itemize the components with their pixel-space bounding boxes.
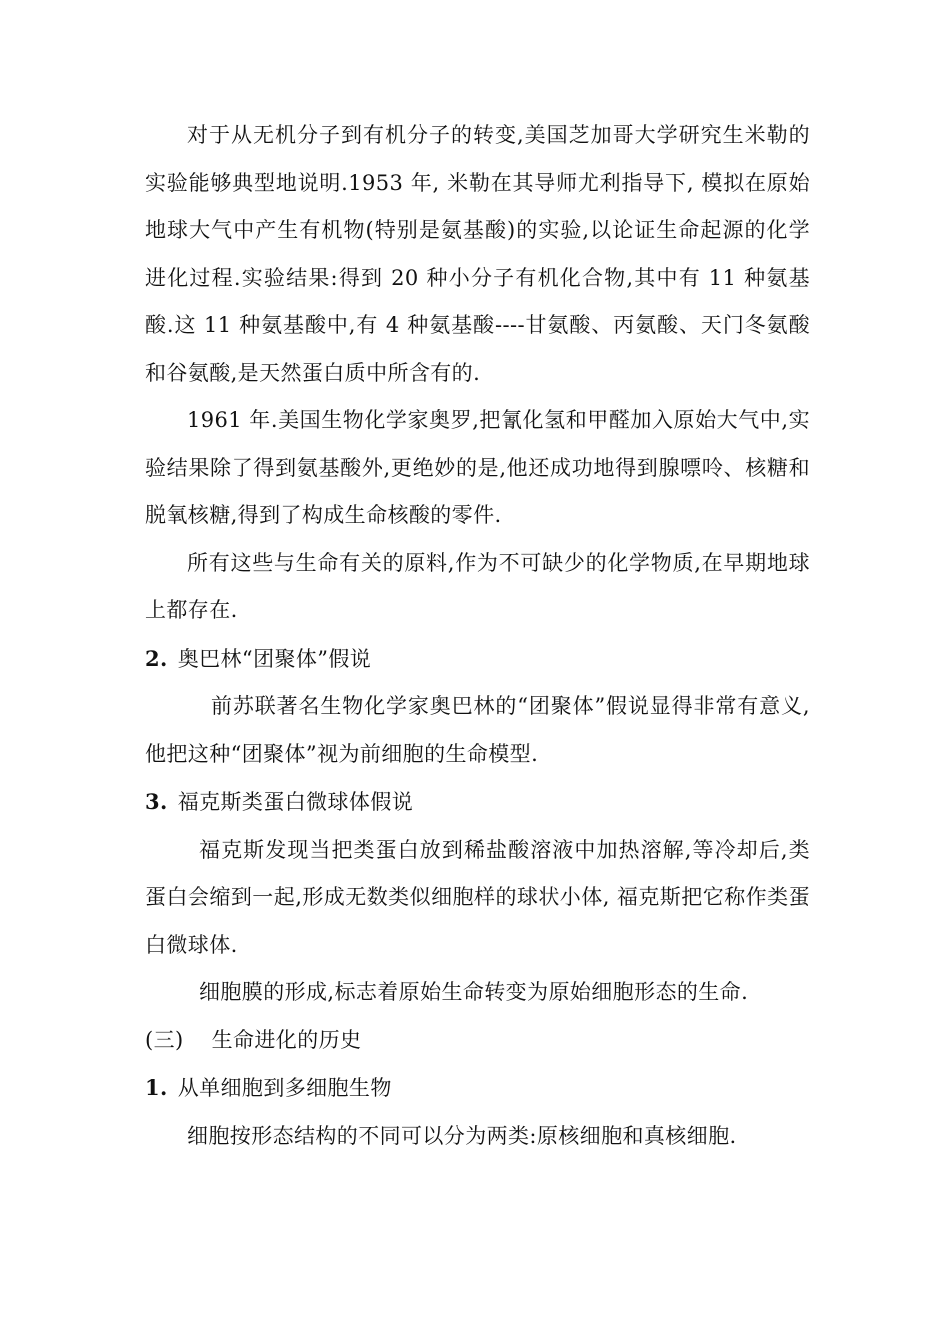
heading-number: 2. [145,645,168,671]
paragraph-oro-experiment: 1961 年.美国生物化学家奥罗,把氰化氢和甲醛加入原始大气中,实验结果除了得到氨基酸外,更绝妙的是,他还成功地得到腺嘌呤、核糖和脱氧核糖,得到了构成生命核酸的零件. [145,408,810,527]
heading-text: 福克斯类蛋白微球体假说 [177,790,414,814]
section-number: (三) [145,1027,184,1052]
heading-number: 3. [145,789,168,814]
paragraph-miller-experiment: 对于从无机分子到有机分子的转变,美国芝加哥大学研究生米勒的实验能够典型地说明.1953 年, 米勒在其导师尤利指导下, 模拟在原始地球大气中产生有机物(特别是氨基酸)的实验,以论证生命起源的化学进化过程.实验结果:得到 20 种小分子有机化合物,其中有 11 种氨基酸.这 11 种氨基酸中,有 4 种氨基酸----甘氨酸、丙氨酸、天门冬氨酸和谷氨酸,是天然蛋白质中所含有的. [145,123,810,385]
heading-oparin-coacervate [145,635,810,684]
paragraph-cell-types: 细胞按形态结构的不同可以分为两类:原核细胞和真核细胞. [187,1123,737,1148]
paragraph-fox: 福克斯发现当把类蛋白放到稀盐酸溶液中加热溶解,等冷却后,类蛋白会缩到一起,形成无数类似细胞样的球状小体, 福克斯把它称作类蛋白微球体. [145,837,810,957]
section-text: 生命进化的历史 [211,1027,362,1052]
heading-evolution-history [145,1017,810,1065]
paragraph-cell-membrane: 细胞膜的形成,标志着原始生命转变为原始细胞形态的生命. [199,980,749,1004]
heading-fox-microsphere [145,778,810,827]
heading-unicellular-multicellular [145,1064,810,1113]
heading-number: 1. [145,1075,168,1100]
document-body [145,112,810,1160]
paragraph-raw-materials: 所有这些与生命有关的原料,作为不可缺少的化学物质,在早期地球上都存在. [145,550,810,622]
heading-text: 从单细胞到多细胞生物 [177,1076,392,1100]
paragraph-oparin: 前苏联著名生物化学家奥巴林的“团聚体”假说显得非常有意义,他把这种“团聚体”视为前细胞的生命模型. [145,694,810,766]
heading-text: 奥巴林“团聚体”假说 [177,646,372,671]
